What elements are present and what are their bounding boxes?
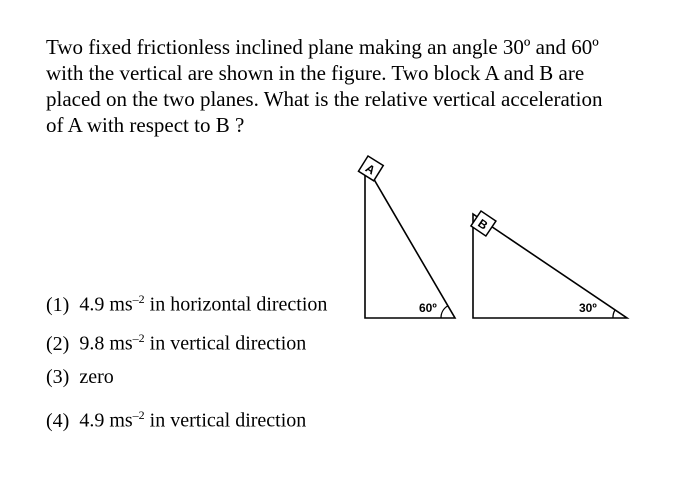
question-line: placed on the two planes. What is the relative vertical acceleration (46, 87, 603, 111)
inclined-planes-figure (355, 150, 645, 330)
option-value: 9.8 (79, 332, 105, 355)
block-a (358, 156, 383, 181)
question-line: with the vertical are shown in the figure. Two block A and B are (46, 61, 585, 85)
option-exponent: –2 (132, 408, 145, 422)
angle-b-label: 30º (579, 301, 597, 315)
option-3[interactable] (46, 365, 114, 389)
option-1[interactable] (46, 287, 327, 317)
incline-b (471, 211, 627, 318)
incline-a (358, 156, 455, 318)
question-line: Two fixed frictionless inclined plane making an angle 30º and 60º (46, 35, 599, 59)
option-value: 4.9 (79, 293, 105, 316)
question-line: of A with respect to B ? (46, 113, 245, 137)
option-exponent: –2 (132, 331, 145, 345)
option-unit: ms (109, 293, 133, 316)
option-text: zero (79, 366, 114, 388)
block-a-label: A (362, 161, 378, 178)
option-unit: ms (109, 409, 133, 432)
angle-arc-a (441, 306, 448, 318)
option-direction: in vertical direction (149, 332, 307, 355)
option-direction: in vertical direction (149, 409, 307, 432)
option-number: (2) (46, 332, 70, 355)
option-value: 4.9 (79, 409, 105, 432)
option-number: (4) (46, 409, 70, 432)
block-b-label: B (475, 216, 491, 233)
option-direction: in horizontal direction (149, 293, 328, 316)
angle-a-label: 60º (419, 301, 437, 315)
option-exponent: –2 (132, 292, 145, 306)
question-text (46, 34, 646, 138)
option-4[interactable] (46, 403, 306, 433)
option-unit: ms (109, 332, 133, 355)
angle-arc-b (613, 310, 615, 318)
option-2[interactable] (46, 326, 306, 356)
option-number: (1) (46, 293, 70, 316)
option-number: (3) (46, 366, 70, 388)
